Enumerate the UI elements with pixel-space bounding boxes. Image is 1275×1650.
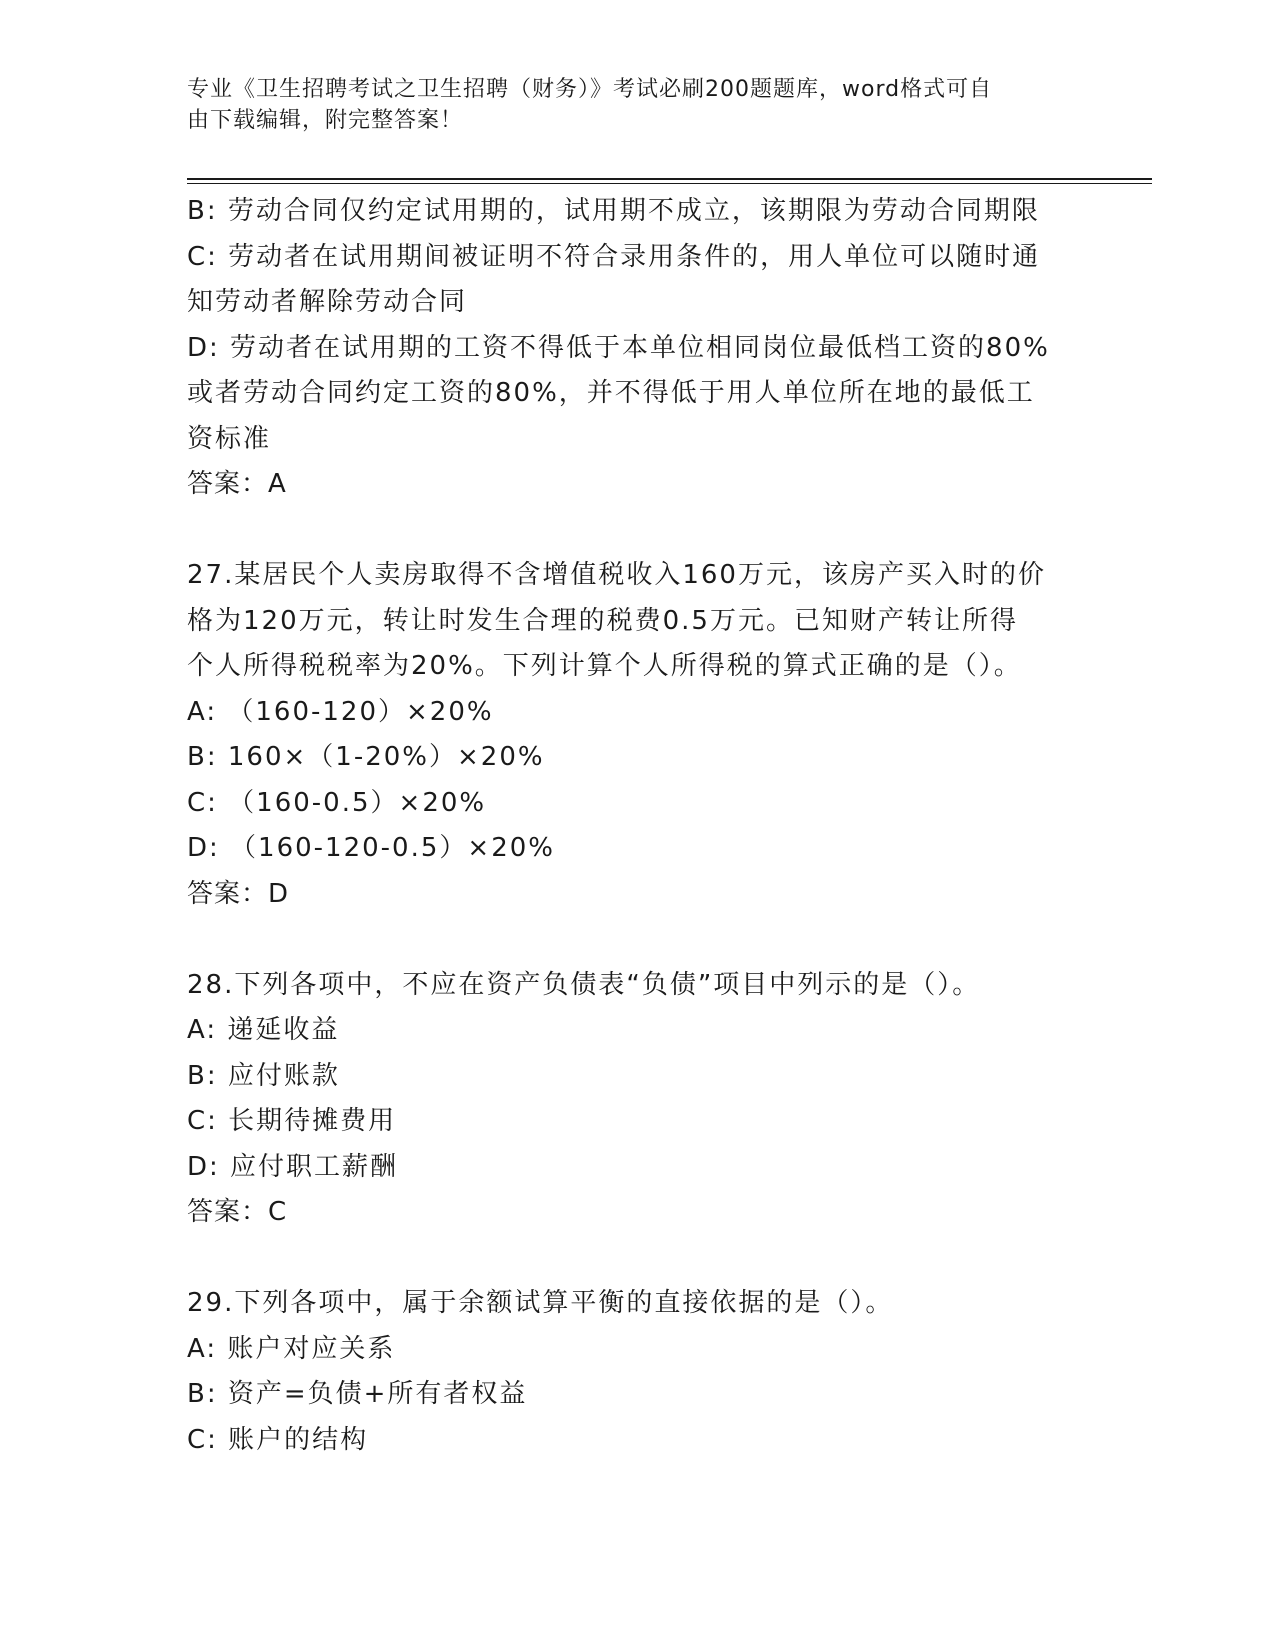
- question-26-option-d-line-1: D: 劳动者在试用期的工资不得低于本单位相同岗位最低档工资的80%: [187, 332, 1050, 363]
- question-28: [187, 963, 1087, 1236]
- question-26-option-d-line-2: 或者劳动合同约定工资的80%，并不得低于用人单位所在地的最低工: [187, 378, 1035, 408]
- question-27-option-b: B: 160×（1-20%）×20%: [187, 742, 545, 772]
- question-29-stem: 29.下列各项中，属于余额试算平衡的直接依据的是（）。: [187, 1288, 894, 1318]
- header-line-1: 专业《卫生招聘考试之卫生招聘（财务）》考试必刷200题题库，word格式可自: [187, 77, 993, 102]
- header-divider-thick: [187, 178, 1152, 180]
- question-28-option-d: D: 应付职工薪酬: [187, 1151, 399, 1182]
- question-26-option-c-line-2: 知劳动者解除劳动合同: [187, 287, 468, 317]
- question-27-option-a: A: （160-120）×20%: [187, 696, 494, 727]
- header-divider-thin: [187, 183, 1152, 184]
- question-27-option-d: D: （160-120-0.5）×20%: [187, 833, 555, 863]
- question-28-option-c: C: 长期待摊费用: [187, 1106, 397, 1136]
- question-28-option-b: B: 应付账款: [187, 1060, 340, 1091]
- question-29: [187, 1281, 1087, 1463]
- spacer: [187, 1236, 1087, 1282]
- question-26-option-c-line-1: C: 劳动者在试用期间被证明不符合录用条件的，用人单位可以随时通: [187, 241, 1041, 272]
- question-28-stem: 28.下列各项中，不应在资产负债表“负债”项目中列示的是（）。: [187, 969, 981, 1000]
- question-26-option-d-line-3: 资标准: [187, 423, 272, 454]
- question-29-option-c: C: 账户的结构: [187, 1424, 369, 1455]
- header-line-2: 由下载编辑，附完整答案！: [187, 108, 464, 133]
- question-29-option-a: A: 账户对应关系: [187, 1333, 396, 1364]
- question-27-option-c: C: （160-0.5）×20%: [187, 787, 487, 818]
- question-27-stem-line-1: 27.某居民个人卖房取得不含增值税收入160万元，该房产买入时的价: [187, 560, 1046, 590]
- question-27-stem-line-3: 个人所得税税率为20%。下列计算个人所得税的算式正确的是（）。: [187, 651, 1022, 681]
- question-28-answer: 答案：C: [187, 1197, 288, 1227]
- spacer: [187, 917, 1087, 963]
- question-27-stem-line-2: 格为120万元，转让时发生合理的税费0.5万元。已知财产转让所得: [187, 605, 1018, 636]
- question-26-answer: 答案：A: [187, 469, 287, 499]
- spacer: [187, 508, 1087, 554]
- question-28-option-a: A: 递延收益: [187, 1015, 340, 1045]
- question-26-option-b: B: 劳动合同仅约定试用期的，试用期不成立，该期限为劳动合同期限: [187, 196, 1040, 226]
- question-26-continued: [187, 189, 1087, 508]
- document-body: [187, 189, 1087, 1463]
- question-27: [187, 553, 1087, 917]
- document-header: [187, 74, 1087, 136]
- question-29-option-b: B: 资产=负债+所有者权益: [187, 1379, 528, 1409]
- question-27-answer: 答案：D: [187, 878, 290, 909]
